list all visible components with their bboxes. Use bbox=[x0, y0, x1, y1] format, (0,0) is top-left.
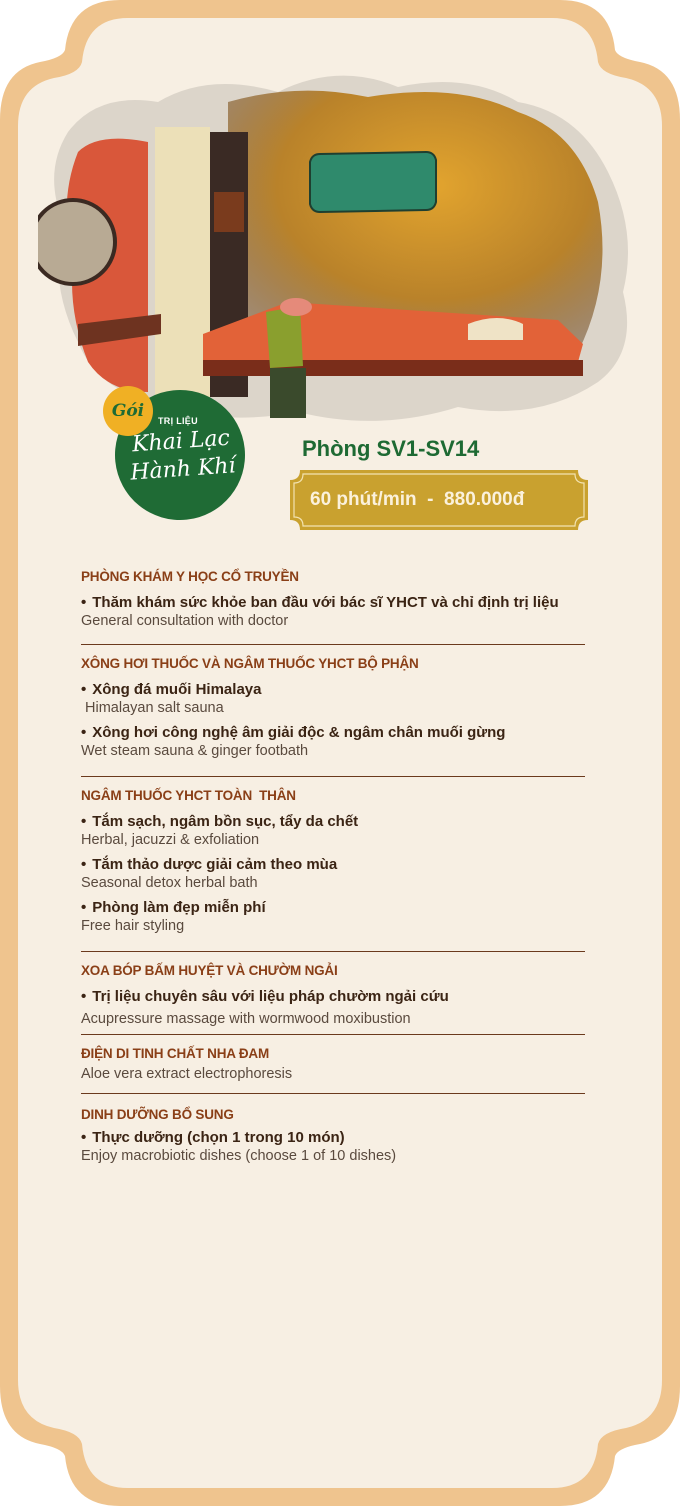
section-aloe-electrophoresis bbox=[81, 1045, 585, 1083]
section-full-body-soak bbox=[81, 787, 585, 935]
section-divider bbox=[81, 1034, 585, 1035]
item-vi: • Thực dưỡng (chọn 1 trong 10 món) bbox=[81, 1129, 345, 1146]
room-title: Phòng SV1-SV14 bbox=[302, 436, 480, 461]
price-badge bbox=[290, 470, 588, 530]
item-vi: • Tắm sạch, ngâm bồn sục, tẩy da chết bbox=[81, 813, 359, 830]
section-divider bbox=[81, 1093, 585, 1094]
item-vi: • Xông hơi công nghệ âm giải độc & ngâm chân muối gừng bbox=[81, 724, 506, 741]
item-en: Enjoy macrobiotic dishes (choose 1 of 10 dishes) bbox=[81, 1148, 397, 1164]
item-en: Acupressure massage with wormwood moxibustion bbox=[81, 1011, 411, 1027]
package-name bbox=[110, 423, 254, 489]
spa-room-illustration bbox=[38, 62, 638, 432]
item-en: Himalayan salt sauna bbox=[81, 700, 224, 716]
section-consultation bbox=[81, 568, 585, 630]
section-massage-moxibustion bbox=[81, 962, 585, 1028]
package-subtitle: TRỊ LIỆU bbox=[158, 416, 198, 426]
item-vi: • Thăm khám sức khỏe ban đầu với bác sĩ YHCT và chỉ định trị liệu bbox=[81, 594, 559, 611]
package-badge-label: Gói bbox=[111, 401, 145, 421]
section-title: PHÒNG KHÁM Y HỌC CỔ TRUYỀN bbox=[81, 569, 299, 584]
section-divider bbox=[81, 776, 585, 777]
treatment-list bbox=[81, 568, 585, 1171]
item-vi: • Tắm thảo dược giải cảm theo mùa bbox=[81, 856, 338, 873]
hero-illustration bbox=[38, 62, 638, 432]
item-en: Seasonal detox herbal bath bbox=[81, 875, 258, 891]
item-vi: • Trị liệu chuyên sâu với liệu pháp chườm ngải cứu bbox=[81, 988, 449, 1005]
item-vi: • Phòng làm đẹp miễn phí bbox=[81, 899, 266, 916]
section-title: XÔNG HƠI THUỐC VÀ NGÂM THUỐC YHCT BỘ PHẬN bbox=[81, 656, 419, 671]
package-name-line2: Hành Khí bbox=[129, 453, 237, 486]
section-title: ĐIỆN DI TINH CHẤT NHA ĐAM bbox=[81, 1046, 269, 1061]
package-name-line1: Khai Lạc bbox=[131, 425, 231, 458]
price-text: 60 phút/min - 880.000đ bbox=[310, 489, 525, 510]
item-en: Free hair styling bbox=[81, 918, 185, 934]
section-title: XOA BÓP BẤM HUYỆT VÀ CHƯỜM NGẢI bbox=[81, 963, 338, 978]
section-divider bbox=[81, 644, 585, 645]
item-en: Herbal, jacuzzi & exfoliation bbox=[81, 832, 260, 848]
package-badge bbox=[103, 386, 153, 436]
item-vi: • Xông đá muối Himalaya bbox=[81, 681, 262, 698]
item-en: General consultation with doctor bbox=[81, 613, 289, 629]
section-title: DINH DƯỠNG BỔ SUNG bbox=[81, 1107, 234, 1122]
section-partial-sauna bbox=[81, 655, 585, 760]
section-title: NGÂM THUỐC YHCT TOÀN THÂN bbox=[81, 788, 296, 803]
item-en: Wet steam sauna & ginger footbath bbox=[81, 743, 309, 759]
section-divider bbox=[81, 951, 585, 952]
item-en: Aloe vera extract electrophoresis bbox=[81, 1066, 293, 1082]
section-nutrition bbox=[81, 1106, 585, 1165]
